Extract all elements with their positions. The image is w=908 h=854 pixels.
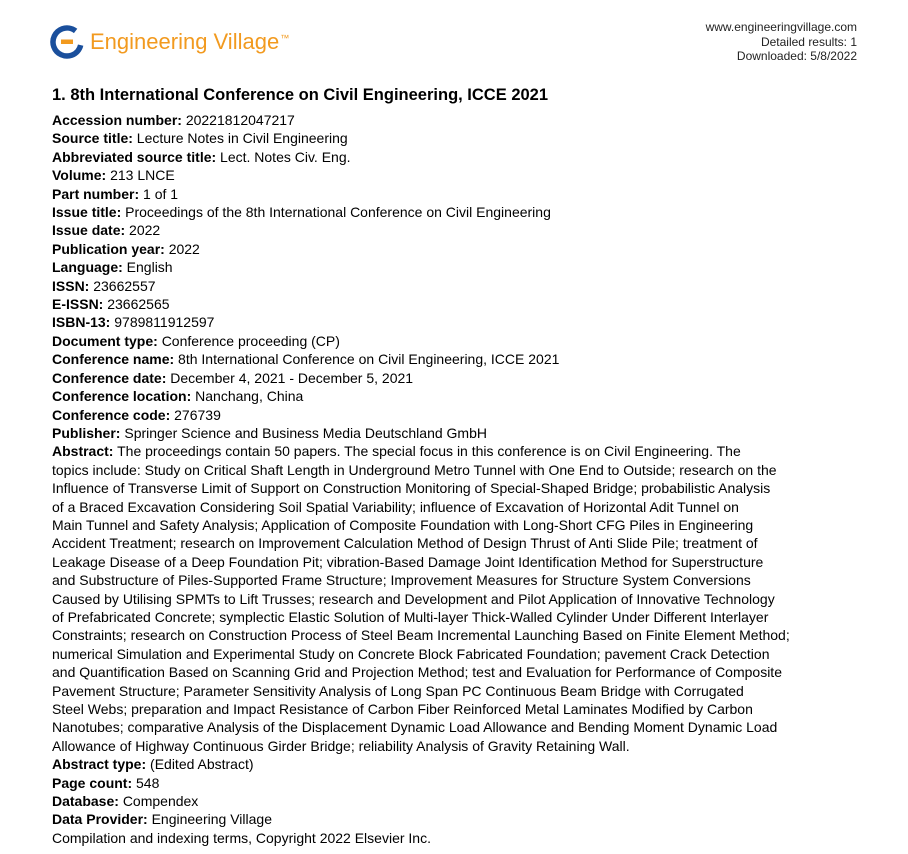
field-label: E-ISSN: [52,296,104,313]
field-label: Abstract type: [52,756,147,773]
field-label: Abstract: [52,443,114,460]
page-header [0,0,908,80]
field-label: Abbreviated source title: [52,148,217,165]
abstract-text [52,443,790,754]
field-value: Lecture Notes in Civil Engineering [136,130,348,147]
ev-logo-icon [50,25,84,59]
logo-text: Engineering Village™ [90,29,290,54]
detailed-results-count: Detailed results: 1 [760,34,857,49]
field-value: Nanchang, China [195,388,304,405]
copyright-note: Compilation and indexing terms, Copyright 2022 Elsevier Inc. [52,829,431,846]
field-value: Conference proceeding (CP) [161,332,340,349]
record-field [52,424,862,442]
field-value: Proceedings of the 8th International Conference on Civil Engineering [125,204,551,221]
field-label: Source title: [52,130,133,147]
download-date: Downloaded: 5/8/2022 [736,49,857,63]
abstract-line: Main Tunnel and Safety Analysis; Application of Composite Foundation with Long-Short CFG Piles in Engineering [52,516,754,533]
field-value: English [126,259,173,276]
abstract-line: topics include: Study on Critical Shaft Length in Underground Metro Tunnel with One End to Outside; research on the [52,461,777,478]
abstract-line: numerical Simulation and Experimental Study on Concrete Block Fabricated Foundation; pavement Crack Detection [52,645,770,662]
field-value: Springer Science and Business Media Deutschland GmbH [124,424,487,441]
field-label: Document type: [52,332,158,349]
record-field [52,148,862,166]
abstract-line: of Prefabricated Concrete; symplectic Elastic Solution of Multi-layer Thick-Walled Cylinder Under Different Interlayer [52,608,769,625]
field-label: Part number: [52,185,140,202]
field-value: 8th International Conference on Civil Engineering, ICCE 2021 [178,351,560,368]
record-field [52,406,862,424]
abstract-line: Caused by Utilising SPMTs to Lift Trusses; research and Development and Pilot Application of Innovative Technology [52,590,775,607]
record-field [52,313,862,331]
download-meta [706,20,857,64]
abstract-line: and Substructure of Piles-Supported Frame Structure; Improvement Measures for Structure System Conversions [52,572,751,589]
record-field [52,755,862,773]
field-value: 2022 [129,222,161,239]
field-value: Engineering Village [151,811,272,828]
field-label: Issue date: [52,222,126,239]
record-field [52,387,862,405]
abstract-line: Steel Webs; preparation and Impact Resistance of Carbon Fiber Reinforced Metal Laminates Modified by Carbon [52,701,753,717]
record-field [52,203,862,221]
field-value: Lect. Notes Civ. Eng. [220,148,351,165]
abstract-line: Accident Treatment; research on Improvement Calculation Method of Design Thrust of Anti Slide Pile; treatment of [52,535,758,552]
field-value: 548 [136,774,160,791]
abstract-line: Allowance of Highway Continuous Girder Bridge; reliability Analysis of Gravity Retaining Wall. [52,737,630,754]
abstract-line: Leakage Disease of a Deep Foundation Pit; vibration-Based Damage Joint Identification Method for Superstructure [52,553,764,570]
field-value: December 4, 2021 - December 5, 2021 [170,369,414,386]
record-title: 1. 8th International Conference on Civil Engineering, ICCE 2021 [52,86,549,104]
record-field [52,295,862,313]
record-details [52,111,862,847]
field-label: Conference code: [52,406,171,423]
record-field [52,369,862,387]
record-field [52,111,862,129]
field-label: Page count: [52,774,133,791]
site-url: www.engineeringvillage.com [705,20,857,34]
field-label: Accession number: [52,112,182,128]
field-value: 2022 [168,240,200,257]
field-label: Language: [52,259,123,276]
record-field [52,332,862,350]
record-field [52,277,862,295]
record-field [52,810,862,828]
field-value: 276739 [174,406,221,423]
record-field [52,185,862,203]
field-label: Publication year: [52,240,165,257]
abstract-line: Influence of Transverse Limit of Support on Construction Monitoring of Special-Shaped Bridge; probabilistic Analysis [52,480,771,497]
field-value: (Edited Abstract) [150,756,254,773]
field-label: Publisher: [52,424,121,441]
field-value: Compendex [122,793,199,810]
record-field [52,350,862,368]
field-value: 23662565 [107,296,170,313]
record-field [52,166,862,184]
record-field [52,258,862,276]
abstract-field [52,442,862,755]
record-field [52,774,862,792]
abstract-line: Constraints; research on Construction Process of Steel Beam Incremental Launching Based on Finite Element Method; [52,627,790,644]
field-value: 23662557 [93,277,156,294]
engineering-village-logo [50,22,289,62]
field-label: ISSN: [52,277,90,294]
abstract-line: Nanotubes; comparative Analysis of the Displacement Dynamic Load Allowance and Bending Moment Dynamic Load [52,719,778,736]
field-value: 1 of 1 [143,185,179,202]
field-label: Conference name: [52,351,175,368]
record-field [52,240,862,258]
field-value: 9789811912597 [114,314,215,331]
abstract-line: and Quantification Based on Scanning Grid and Projection Method; test and Evaluation for Performance of Composite [52,664,782,681]
field-label: ISBN-13: [52,314,111,331]
record-field [52,129,862,147]
field-label: Conference location: [52,388,192,405]
field-label: Conference date: [52,369,167,386]
record-field [52,221,862,239]
abstract-line: of a Braced Excavation Considering Soil Spatial Variability; influence of Excavation of Horizontal Adit Tunnel on [52,498,739,515]
field-value: 213 LNCE [110,167,175,184]
field-label: Data Provider: [52,811,148,828]
field-label: Issue title: [52,204,122,221]
field-label: Volume: [52,167,107,184]
field-label: Database: [52,793,119,810]
abstract-line: The proceedings contain 50 papers. The special focus in this conference is on Civil Engineering. The [117,443,741,460]
field-value: 20221812047217 [185,112,295,128]
abstract-line: Pavement Structure; Parameter Sensitivity Analysis of Long Span PC Continuous Beam Bridge with Corrugated [52,682,744,699]
record-field [52,792,862,810]
